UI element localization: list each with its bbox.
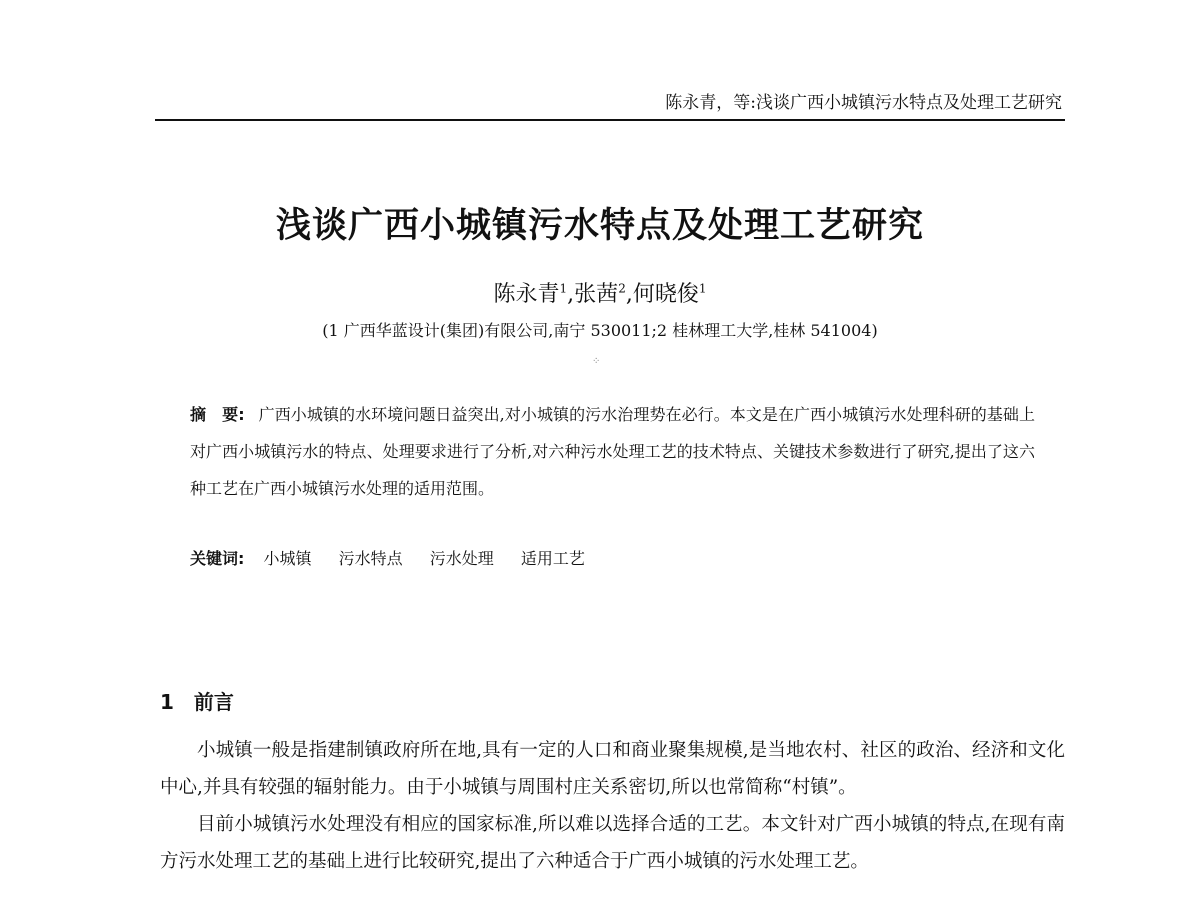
keyword: 小城镇	[263, 549, 312, 568]
keywords-label: 关键词:	[190, 549, 245, 568]
author-name: 陈永青	[493, 282, 560, 307]
abstract-text: 广西小城镇的水环境问题日益突出,对小城镇的污水治理势在必行。本文是在广西小城镇污水处理科研的基础上对广西小城镇污水的特点、处理要求进行了分析,对六种污水处理工艺的技术特点、关键技术参数进行了研究,提出了这六种工艺在广西小城镇污水处理的适用范围。	[190, 405, 1035, 498]
paper-title: 浅谈广西小城镇污水特点及处理工艺研究	[275, 206, 924, 246]
author-name: 何晓俊	[632, 282, 699, 307]
paragraph: 目前小城镇污水处理没有相应的国家标准,所以难以选择合适的工艺。本文针对广西小城镇的特点,在现有南方污水处理工艺的基础上进行比较研究,提出了六种适合于广西小城镇的污水处理工艺。	[160, 814, 1065, 872]
section-heading	[160, 686, 234, 715]
keyword: 污水特点	[338, 549, 403, 568]
body-text	[160, 732, 1065, 880]
keyword: 污水处理	[429, 549, 494, 568]
keywords	[190, 546, 607, 569]
paragraph: 小城镇一般是指建制镇政府所在地,具有一定的人口和商业聚集规模,是当地农村、社区的政治、经济和文化中心,并具有较强的辐射能力。由于小城镇与周围村庄关系密切,所以也常简称“村镇”。	[160, 740, 1065, 798]
section-title: 前言	[193, 690, 234, 714]
keyword: 适用工艺	[520, 549, 585, 568]
abstract	[190, 396, 1035, 507]
header-rule	[155, 119, 1065, 121]
section-number: 1	[160, 690, 174, 714]
author-affil-mark: 1	[559, 281, 568, 296]
author-list: 陈永青$^1$,张茜$^2$,何晓俊$^1$	[493, 281, 707, 307]
scan-artifact: ⁘	[592, 356, 601, 367]
running-head: 陈永青，等:浅谈广西小城镇污水特点及处理工艺研究	[665, 93, 1062, 113]
author-affil-mark: 1	[698, 281, 707, 296]
author-name: 张茜	[574, 282, 619, 307]
author-affil-mark: 2	[618, 281, 626, 296]
affiliations: (1 广西华蓝设计(集团)有限公司,南宁 530011;2 桂林理工大学,桂林 541004)	[322, 321, 878, 340]
abstract-label: 摘 要:	[190, 405, 245, 424]
